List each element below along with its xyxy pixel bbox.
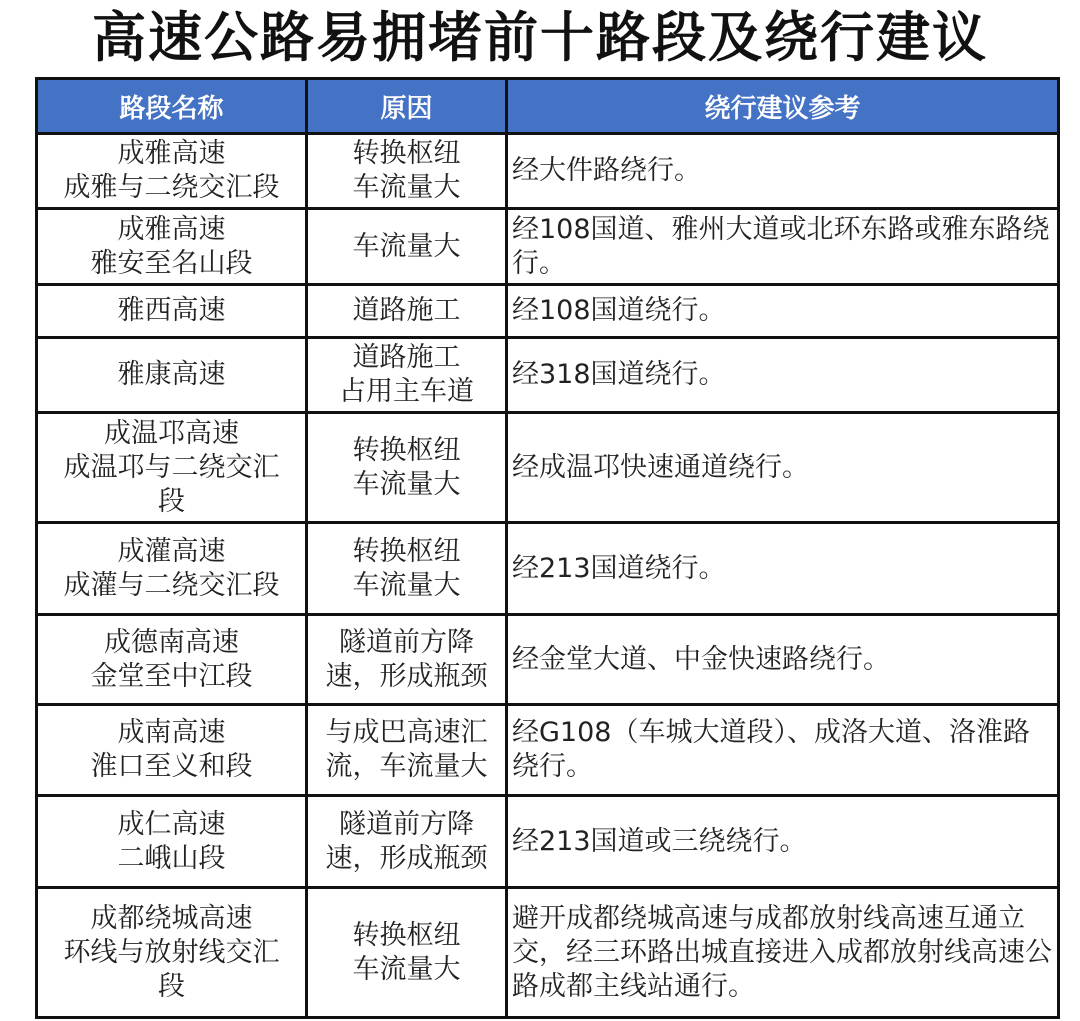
reason-line: 道路施工: [352, 295, 461, 326]
detour-suggestion-cell: 避开成都绕城高速与成都放射线高速互通立交，经三环路出城直接进入成都放射线高速公路成都主线站通行。: [507, 888, 1059, 1018]
table-row: [37, 209, 1059, 285]
reason-cell: [307, 523, 507, 615]
road-name-line: 成仁高速: [117, 808, 226, 840]
road-name-line: 成灌高速: [117, 535, 226, 567]
road-name-cell: [37, 209, 307, 285]
detour-suggestion-cell: 经G108（车城大道段）、成洛大道、洛淮路绕行。: [507, 705, 1059, 796]
road-name-line: 雅西高速: [117, 295, 226, 326]
reason-cell: [307, 285, 507, 338]
reason-line: 转换枢纽: [352, 138, 461, 169]
road-name-cell: [37, 705, 307, 796]
column-header-road-name: 路段名称: [37, 79, 307, 134]
reason-line: 车流量大: [352, 230, 461, 262]
detour-suggestion-cell: 经213国道或三绕绕行。: [507, 796, 1059, 888]
road-name-line: 成温邛高速: [104, 417, 239, 449]
reason-cell: [307, 413, 507, 523]
road-name-cell: [37, 888, 307, 1018]
road-name-cell: [37, 523, 307, 615]
table-row: [37, 338, 1059, 413]
table-header-row: [37, 79, 1059, 134]
reason-line: 占用主车道: [339, 376, 474, 407]
reason-line: 隧道前方降: [339, 626, 474, 658]
road-name-line: 成温邛与二绕交汇: [63, 451, 280, 483]
detour-suggestion-cell: 经大件路绕行。: [507, 134, 1059, 209]
road-name-line: 雅安至名山段: [90, 247, 253, 279]
page-title: 高速公路易拥堵前十路段及绕行建议: [92, 6, 988, 69]
road-name-line: 成南高速: [117, 717, 226, 748]
road-name-line: 成灌与二绕交汇段: [63, 569, 280, 601]
table-row: [37, 413, 1059, 523]
detour-suggestion-cell: 经213国道绕行。: [507, 523, 1059, 615]
reason-line: 车流量大: [352, 172, 461, 203]
reason-line: 隧道前方降: [339, 808, 474, 840]
road-name-line: 淮口至义和段: [90, 751, 253, 782]
road-name-cell: [37, 413, 307, 523]
detour-suggestion-cell: 经成温邛快速通道绕行。: [507, 413, 1059, 523]
reason-line: 车流量大: [352, 468, 461, 500]
road-name-line: 成雅高速: [117, 138, 226, 169]
road-name-line: 雅康高速: [117, 359, 226, 390]
road-name-line: 成雅与二绕交汇段: [63, 172, 280, 203]
reason-line: 车流量大: [352, 569, 461, 601]
table-row: [37, 285, 1059, 338]
reason-line: 流，车流量大: [325, 751, 488, 782]
reason-line: 转换枢纽: [352, 919, 461, 951]
reason-cell: [307, 134, 507, 209]
column-header-reason: 原因: [307, 79, 507, 134]
road-name-line: 成德南高速: [104, 626, 239, 658]
table-row: [37, 705, 1059, 796]
table-row: [37, 134, 1059, 209]
reason-cell: [307, 705, 507, 796]
road-name-line: 二峨山段: [117, 842, 226, 874]
table-row: [37, 523, 1059, 615]
road-name-line: 金堂至中江段: [90, 660, 253, 692]
reason-line: 转换枢纽: [352, 434, 461, 466]
reason-line: 道路施工: [352, 342, 461, 373]
detour-suggestion-cell: 经108国道绕行。: [507, 285, 1059, 338]
table-row: [37, 615, 1059, 705]
road-name-cell: [37, 338, 307, 413]
reason-cell: [307, 796, 507, 888]
detour-suggestion-cell: 经108国道、雅州大道或北环东路或雅东路绕行。: [507, 209, 1059, 285]
road-name-line: 段: [158, 485, 185, 517]
road-name-line: 段: [158, 970, 185, 1002]
reason-line: 转换枢纽: [352, 535, 461, 567]
road-name-cell: [37, 134, 307, 209]
road-name-cell: [37, 285, 307, 338]
road-name-cell: [37, 796, 307, 888]
road-name-line: 环线与放射线交汇: [63, 936, 280, 968]
reason-line: 速，形成瓶颈: [325, 842, 488, 874]
route-table: [35, 77, 1060, 1019]
reason-line: 车流量大: [352, 953, 461, 985]
column-header-detour-suggestion: 绕行建议参考: [507, 79, 1059, 134]
detour-suggestion-cell: 经318国道绕行。: [507, 338, 1059, 413]
road-name-cell: [37, 615, 307, 705]
road-name-line: 成雅高速: [117, 213, 226, 245]
reason-cell: [307, 209, 507, 285]
table-row: [37, 888, 1059, 1018]
table-row: [37, 796, 1059, 888]
reason-line: 与成巴高速汇: [325, 717, 488, 748]
reason-cell: [307, 615, 507, 705]
detour-suggestion-cell: 经金堂大道、中金快速路绕行。: [507, 615, 1059, 705]
reason-cell: [307, 888, 507, 1018]
reason-line: 速，形成瓶颈: [325, 660, 488, 692]
reason-cell: [307, 338, 507, 413]
road-name-line: 成都绕城高速: [90, 902, 253, 934]
